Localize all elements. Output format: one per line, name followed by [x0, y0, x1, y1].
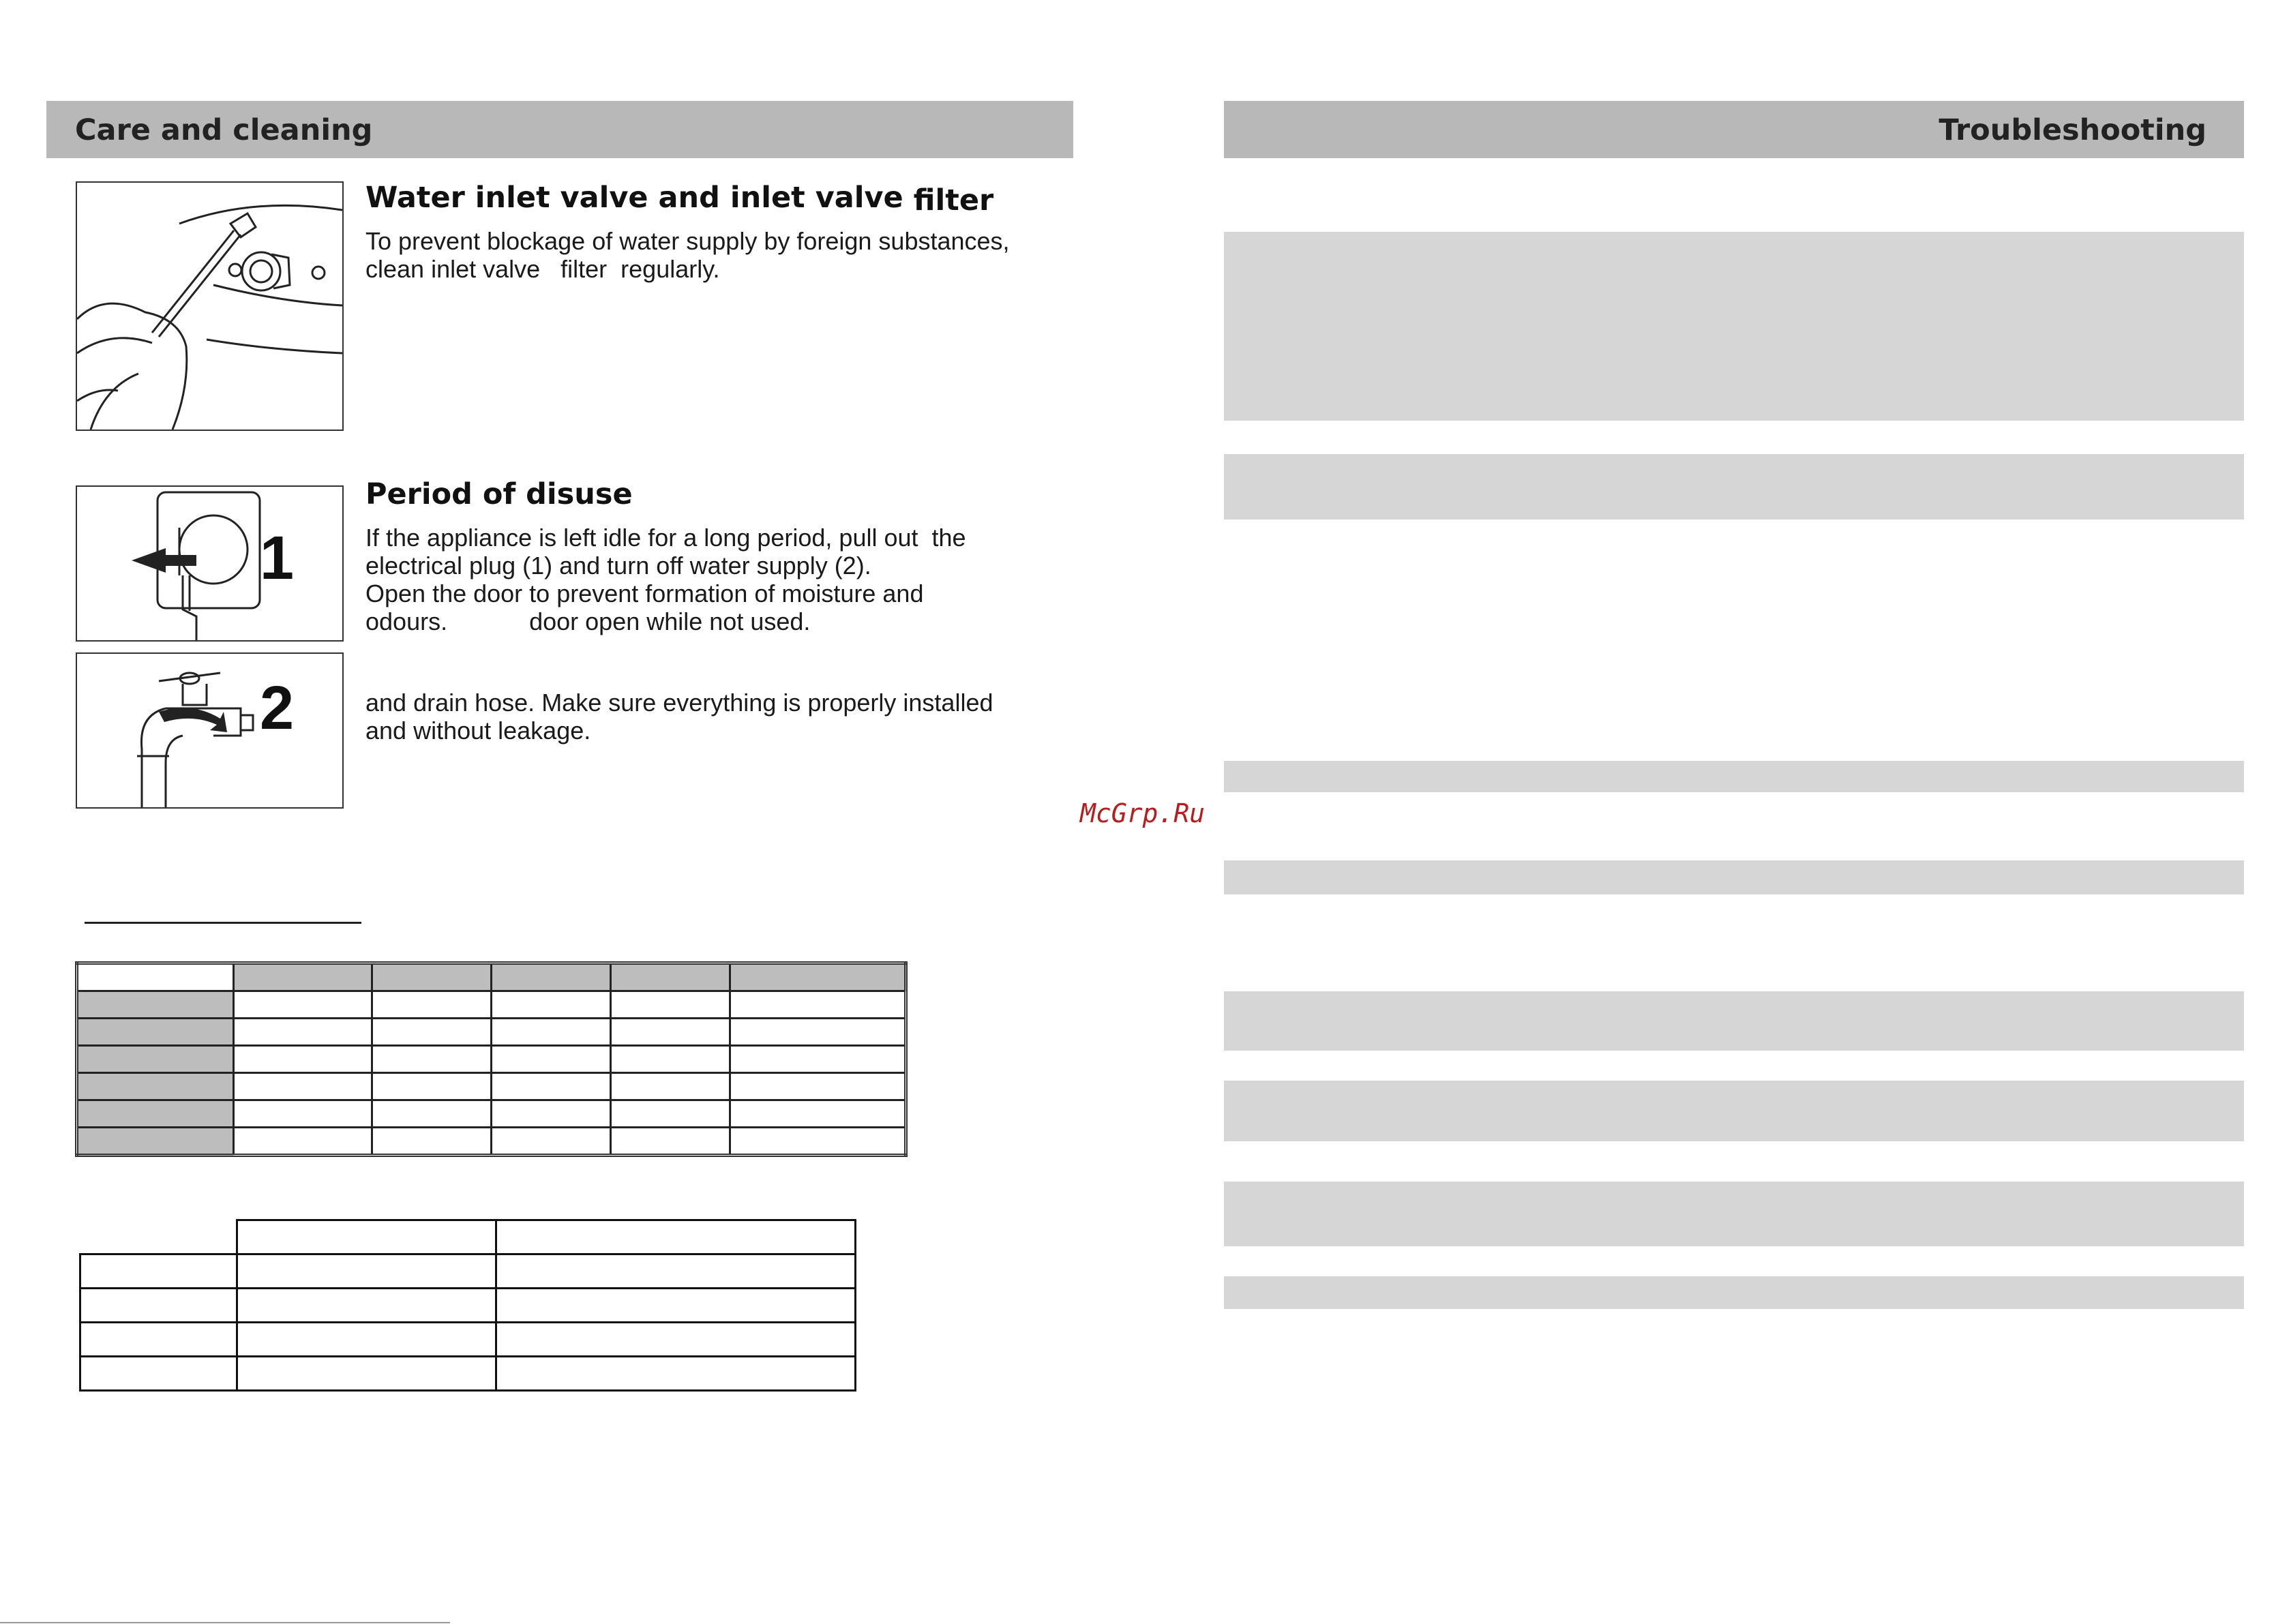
table-row	[77, 1046, 906, 1073]
specification-table	[75, 961, 908, 1157]
troubleshooting-row	[1224, 1081, 2244, 1141]
table-row	[77, 1128, 906, 1156]
troubleshooting-row	[1224, 991, 2244, 1051]
disuse-text-line: Open the door to prevent formation of moisture and	[365, 580, 924, 607]
table-row	[80, 1254, 856, 1289]
secondary-table	[79, 1219, 856, 1392]
troubleshooting-row	[1224, 454, 2244, 520]
filter-text-line: clean inlet valve filter regularly.	[365, 255, 720, 283]
section-underline	[85, 922, 361, 924]
troubleshooting-row	[1224, 761, 2244, 792]
table-row	[80, 1220, 856, 1254]
brush-filter-drawing	[77, 183, 342, 430]
troubleshooting-header	[1224, 101, 2244, 158]
figure-1-label: 1	[260, 524, 295, 592]
table-row	[80, 1323, 856, 1357]
table-row	[77, 1100, 906, 1128]
disuse-text-2	[365, 689, 993, 745]
care-cleaning-header	[46, 101, 1073, 158]
bottom-rule	[0, 1622, 450, 1623]
table-row	[77, 1073, 906, 1100]
table-row	[80, 1289, 856, 1323]
filter-heading-main: Water inlet valve and inlet valve	[365, 181, 903, 215]
disuse-text-line: electrical plug (1) and turn off water supply (2).	[365, 552, 871, 580]
filter-cleaning-illustration	[76, 181, 344, 431]
troubleshooting-row	[1224, 1182, 2244, 1246]
troubleshooting-row	[1224, 1276, 2244, 1309]
table-row	[77, 1019, 906, 1046]
unplug-illustration	[76, 485, 344, 642]
filter-heading-tail: filter	[913, 183, 994, 217]
water-tap-illustration	[76, 652, 344, 809]
tap-drawing	[77, 654, 342, 807]
troubleshooting-title: Troubleshooting	[1939, 113, 2206, 147]
watermark-text: McGrp.Ru	[1080, 798, 1206, 828]
table-row	[80, 1357, 856, 1391]
filter-text-line: To prevent blockage of water supply by foreign substances,	[365, 227, 1010, 255]
disuse-text-line: odours. door open while not used.	[365, 607, 811, 635]
disuse-text-line: and drain hose. Make sure everything is properly installed	[365, 689, 993, 717]
figure-2-label: 2	[260, 674, 295, 742]
disuse-text	[365, 524, 966, 635]
troubleshooting-row	[1224, 860, 2244, 894]
plug-drawing	[77, 487, 342, 640]
disuse-text-line: and without leakage.	[365, 717, 591, 745]
disuse-heading: Period of disuse	[365, 477, 633, 511]
disuse-text-line: If the appliance is left idle for a long period, pull out the	[365, 524, 966, 552]
table-row	[77, 963, 906, 991]
filter-text	[365, 227, 1010, 283]
table-row	[77, 991, 906, 1019]
filter-heading	[365, 181, 993, 215]
troubleshooting-row	[1224, 232, 2244, 421]
care-cleaning-title: Care and cleaning	[75, 113, 373, 147]
